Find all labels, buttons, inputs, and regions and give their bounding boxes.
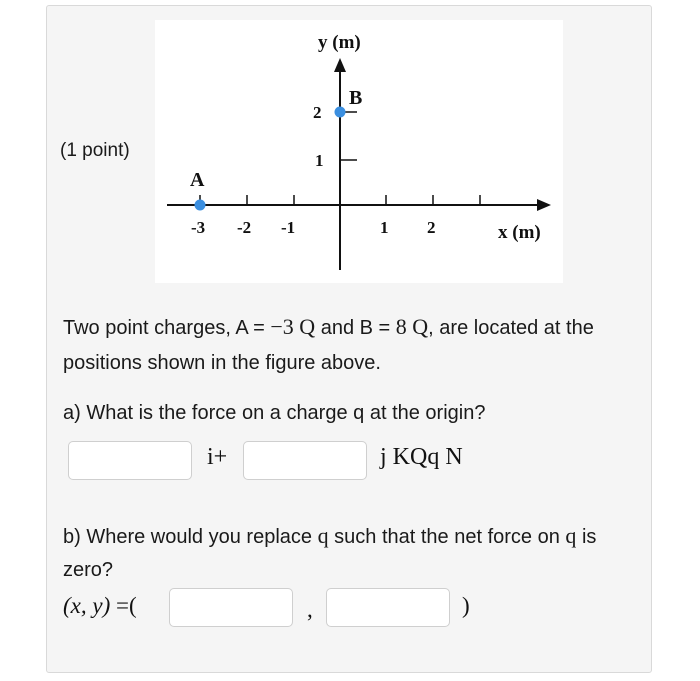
charge-b-value: 8 Q: [395, 314, 429, 339]
charge-a-label: A: [190, 169, 205, 191]
statement-middle: and B =: [315, 317, 396, 339]
statement-end: , are located at the positions shown in the figure above.: [63, 317, 594, 374]
x-tick-label: -1: [281, 218, 296, 237]
y-axis-label: y (m): [318, 32, 361, 53]
part-b-text: is zero?: [63, 526, 597, 581]
coordinate-plot: [155, 20, 563, 283]
charge-b-label: B: [349, 87, 363, 109]
i-unit-label: i+: [207, 444, 228, 470]
coord-vars: (x, y): [63, 593, 111, 618]
x-tick-label: 1: [380, 218, 389, 237]
y-tick-label: 1: [315, 151, 324, 170]
y-axis-arrow: [334, 58, 346, 72]
x-tick-label: -3: [191, 218, 206, 237]
x-tick-label: 2: [427, 218, 436, 237]
y-coordinate-input[interactable]: [326, 588, 450, 627]
charge-a-marker: [195, 200, 206, 211]
coordinate-label: [63, 593, 137, 619]
coordinate-comma: ,: [307, 597, 313, 622]
force-i-component-input[interactable]: [68, 441, 192, 480]
problem-statement: [63, 309, 638, 381]
q-symbol: q: [317, 523, 329, 548]
force-j-component-input[interactable]: [243, 441, 367, 480]
x-axis-arrow: [537, 199, 551, 211]
coordinate-close-paren: ): [462, 593, 470, 618]
part-b-question: [63, 519, 643, 587]
j-unit-label: j KQq N: [380, 444, 463, 470]
x-tick-label: -2: [237, 218, 252, 237]
x-axis-label: x (m): [498, 222, 541, 243]
charge-a-value: −3 Q: [270, 314, 316, 339]
x-coordinate-input[interactable]: [169, 588, 293, 627]
charge-position-figure: [155, 20, 563, 283]
part-a-question: a) What is the force on a charge q at the origin?: [63, 402, 486, 424]
statement-intro: Two point charges, A =: [63, 317, 271, 339]
part-b-text: such that the net force on: [328, 526, 566, 548]
part-b-text: b) Where would you replace: [63, 526, 318, 548]
coord-eq: =(: [110, 593, 137, 618]
y-tick-label: 2: [313, 103, 322, 122]
points-label: (1 point): [60, 140, 130, 161]
charge-b-marker: [335, 107, 346, 118]
q-symbol: q: [565, 523, 577, 548]
